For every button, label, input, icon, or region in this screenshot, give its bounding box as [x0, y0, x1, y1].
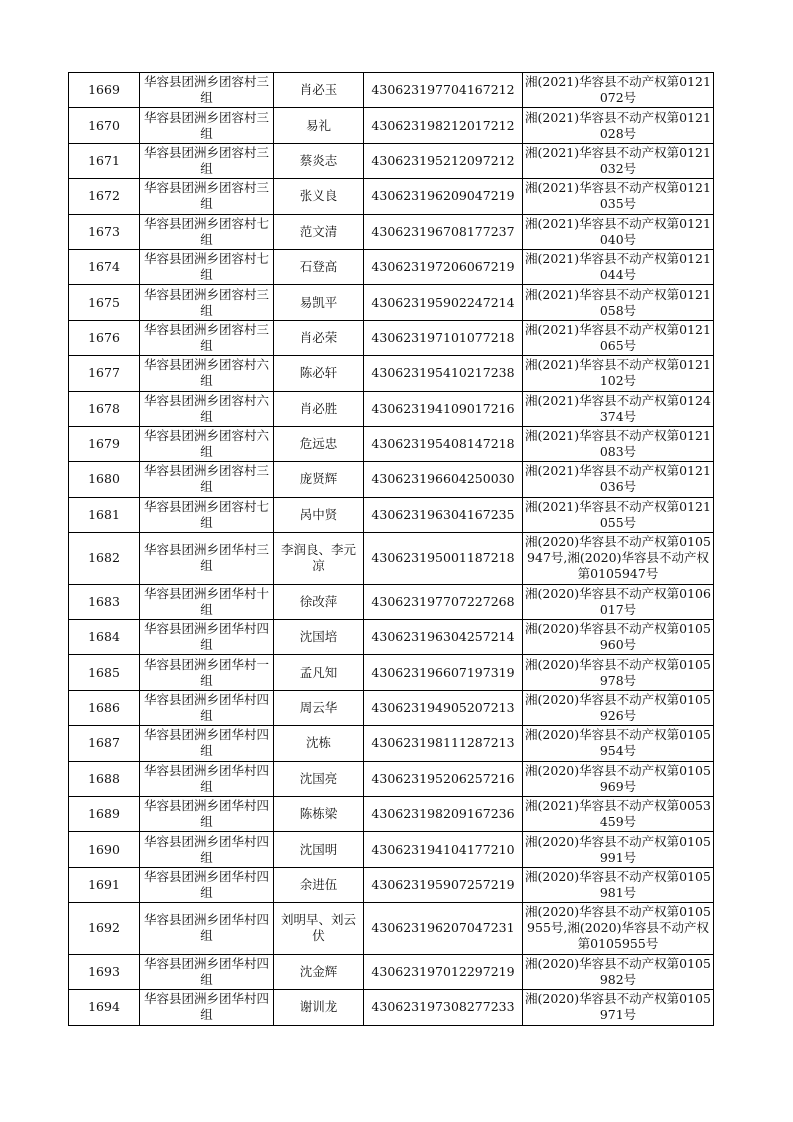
certificate-cell: 湘(2021)华容县不动产权第0121058号 [523, 285, 714, 320]
owner-name-cell: 周云华 [274, 690, 364, 725]
owner-name-cell: 沈栋 [274, 726, 364, 761]
certificate-cell: 湘(2021)华容县不动产权第0121044号 [523, 249, 714, 284]
address-cell: 华容县团洲乡团华村四组 [140, 832, 274, 867]
address-cell: 华容县团洲乡团容村六组 [140, 426, 274, 461]
owner-name-cell: 石登高 [274, 249, 364, 284]
owner-name-cell: 庞贤辉 [274, 462, 364, 497]
id-number-cell: 430623197308277233 [364, 990, 523, 1025]
address-cell: 华容县团洲乡团华村四组 [140, 867, 274, 902]
table-row [69, 690, 714, 725]
table-row [69, 867, 714, 902]
address-cell: 华容县团洲乡团容村三组 [140, 179, 274, 214]
owner-name-cell: 蔡炎志 [274, 143, 364, 178]
owner-name-cell: 张义良 [274, 179, 364, 214]
table-row [69, 832, 714, 867]
certificate-cell: 湘(2020)华容县不动产权第0105971号 [523, 990, 714, 1025]
table-row [69, 462, 714, 497]
id-number-cell: 430623194104177210 [364, 832, 523, 867]
table-row [69, 726, 714, 761]
owner-name-cell: 徐改萍 [274, 584, 364, 619]
records-table [68, 72, 714, 1026]
row-number: 1683 [69, 584, 140, 619]
table-row [69, 426, 714, 461]
address-cell: 华容县团洲乡团华村十组 [140, 584, 274, 619]
id-number-cell: 430623196708177237 [364, 214, 523, 249]
address-cell: 华容县团洲乡团华村四组 [140, 690, 274, 725]
id-number-cell: 430623197704167212 [364, 73, 523, 108]
table-row [69, 497, 714, 532]
certificate-cell: 湘(2021)华容县不动产权第0053459号 [523, 797, 714, 832]
certificate-cell: 湘(2021)华容县不动产权第0121065号 [523, 320, 714, 355]
certificate-cell: 湘(2020)华容县不动产权第0105960号 [523, 620, 714, 655]
certificate-cell: 湘(2020)华容县不动产权第0105955号,湘(2020)华容县不动产权第0105955号 [523, 903, 714, 955]
id-number-cell: 430623198111287213 [364, 726, 523, 761]
owner-name-cell: 李润良、李元凉 [274, 533, 364, 585]
row-number: 1687 [69, 726, 140, 761]
address-cell: 华容县团洲乡团容村三组 [140, 108, 274, 143]
id-number-cell: 430623196304257214 [364, 620, 523, 655]
table-row [69, 990, 714, 1025]
row-number: 1670 [69, 108, 140, 143]
table-row [69, 584, 714, 619]
address-cell: 华容县团洲乡团容村六组 [140, 391, 274, 426]
row-number: 1690 [69, 832, 140, 867]
certificate-cell: 湘(2021)华容县不动产权第0121032号 [523, 143, 714, 178]
row-number: 1688 [69, 761, 140, 796]
owner-name-cell: 沈国明 [274, 832, 364, 867]
certificate-cell: 湘(2020)华容县不动产权第0105978号 [523, 655, 714, 690]
id-number-cell: 430623195206257216 [364, 761, 523, 796]
certificate-cell: 湘(2021)华容县不动产权第0124374号 [523, 391, 714, 426]
table-row [69, 320, 714, 355]
address-cell: 华容县团洲乡团华村三组 [140, 533, 274, 585]
table-row [69, 954, 714, 989]
row-number: 1674 [69, 249, 140, 284]
id-number-cell: 430623195410217238 [364, 356, 523, 391]
address-cell: 华容县团洲乡团华村四组 [140, 726, 274, 761]
row-number: 1676 [69, 320, 140, 355]
row-number: 1669 [69, 73, 140, 108]
certificate-cell: 湘(2020)华容县不动产权第0105926号 [523, 690, 714, 725]
id-number-cell: 430623196209047219 [364, 179, 523, 214]
owner-name-cell: 呙中贤 [274, 497, 364, 532]
table-row [69, 655, 714, 690]
id-number-cell: 430623195408147218 [364, 426, 523, 461]
certificate-cell: 湘(2021)华容县不动产权第0121035号 [523, 179, 714, 214]
row-number: 1672 [69, 179, 140, 214]
address-cell: 华容县团洲乡团华村四组 [140, 954, 274, 989]
table-row [69, 285, 714, 320]
table-row [69, 356, 714, 391]
owner-name-cell: 范文清 [274, 214, 364, 249]
address-cell: 华容县团洲乡团容村七组 [140, 497, 274, 532]
table-row [69, 391, 714, 426]
address-cell: 华容县团洲乡团容村三组 [140, 73, 274, 108]
row-number: 1682 [69, 533, 140, 585]
row-number: 1673 [69, 214, 140, 249]
certificate-cell: 湘(2020)华容县不动产权第0105991号 [523, 832, 714, 867]
table-row [69, 179, 714, 214]
table-row [69, 108, 714, 143]
address-cell: 华容县团洲乡团容村三组 [140, 320, 274, 355]
id-number-cell: 430623196607197319 [364, 655, 523, 690]
id-number-cell: 430623196604250030 [364, 462, 523, 497]
id-number-cell: 430623195902247214 [364, 285, 523, 320]
owner-name-cell: 易礼 [274, 108, 364, 143]
id-number-cell: 430623198212017212 [364, 108, 523, 143]
id-number-cell: 430623194905207213 [364, 690, 523, 725]
row-number: 1691 [69, 867, 140, 902]
owner-name-cell: 沈国培 [274, 620, 364, 655]
table-row [69, 533, 714, 585]
id-number-cell: 430623195907257219 [364, 867, 523, 902]
certificate-cell: 湘(2020)华容县不动产权第0105969号 [523, 761, 714, 796]
id-number-cell: 430623194109017216 [364, 391, 523, 426]
id-number-cell: 430623198209167236 [364, 797, 523, 832]
address-cell: 华容县团洲乡团华村四组 [140, 761, 274, 796]
owner-name-cell: 危远忠 [274, 426, 364, 461]
address-cell: 华容县团洲乡团容村七组 [140, 214, 274, 249]
certificate-cell: 湘(2020)华容县不动产权第0105947号,湘(2020)华容县不动产权第0105947号 [523, 533, 714, 585]
certificate-cell: 湘(2021)华容县不动产权第0121040号 [523, 214, 714, 249]
id-number-cell: 430623197101077218 [364, 320, 523, 355]
id-number-cell: 430623195001187218 [364, 533, 523, 585]
row-number: 1678 [69, 391, 140, 426]
address-cell: 华容县团洲乡团容村六组 [140, 356, 274, 391]
table-row [69, 797, 714, 832]
owner-name-cell: 谢训龙 [274, 990, 364, 1025]
certificate-cell: 湘(2021)华容县不动产权第0121102号 [523, 356, 714, 391]
certificate-cell: 湘(2021)华容县不动产权第0121055号 [523, 497, 714, 532]
certificate-cell: 湘(2021)华容县不动产权第0121083号 [523, 426, 714, 461]
owner-name-cell: 肖必荣 [274, 320, 364, 355]
table-row [69, 214, 714, 249]
row-number: 1671 [69, 143, 140, 178]
owner-name-cell: 肖必胜 [274, 391, 364, 426]
certificate-cell: 湘(2021)华容县不动产权第0121028号 [523, 108, 714, 143]
row-number: 1689 [69, 797, 140, 832]
table-row [69, 620, 714, 655]
row-number: 1679 [69, 426, 140, 461]
id-number-cell: 430623197206067219 [364, 249, 523, 284]
row-number: 1685 [69, 655, 140, 690]
id-number-cell: 430623196304167235 [364, 497, 523, 532]
address-cell: 华容县团洲乡团容村三组 [140, 143, 274, 178]
table-row [69, 143, 714, 178]
row-number: 1684 [69, 620, 140, 655]
address-cell: 华容县团洲乡团容村三组 [140, 462, 274, 497]
certificate-cell: 湘(2020)华容县不动产权第0106017号 [523, 584, 714, 619]
owner-name-cell: 肖必玉 [274, 73, 364, 108]
records-body [69, 73, 714, 1026]
address-cell: 华容县团洲乡团华村四组 [140, 620, 274, 655]
certificate-cell: 湘(2020)华容县不动产权第0105981号 [523, 867, 714, 902]
owner-name-cell: 孟凡知 [274, 655, 364, 690]
row-number: 1694 [69, 990, 140, 1025]
table-row [69, 761, 714, 796]
address-cell: 华容县团洲乡团华村四组 [140, 990, 274, 1025]
table-row [69, 249, 714, 284]
owner-name-cell: 刘明早、刘云伏 [274, 903, 364, 955]
table-row [69, 73, 714, 108]
row-number: 1681 [69, 497, 140, 532]
certificate-cell: 湘(2021)华容县不动产权第0121072号 [523, 73, 714, 108]
row-number: 1680 [69, 462, 140, 497]
address-cell: 华容县团洲乡团容村七组 [140, 249, 274, 284]
row-number: 1692 [69, 903, 140, 955]
table-row [69, 903, 714, 955]
address-cell: 华容县团洲乡团华村四组 [140, 797, 274, 832]
certificate-cell: 湘(2021)华容县不动产权第0121036号 [523, 462, 714, 497]
owner-name-cell: 沈金辉 [274, 954, 364, 989]
owner-name-cell: 余进伍 [274, 867, 364, 902]
certificate-cell: 湘(2020)华容县不动产权第0105954号 [523, 726, 714, 761]
owner-name-cell: 沈国亮 [274, 761, 364, 796]
row-number: 1677 [69, 356, 140, 391]
id-number-cell: 430623196207047231 [364, 903, 523, 955]
id-number-cell: 430623197707227268 [364, 584, 523, 619]
id-number-cell: 430623197012297219 [364, 954, 523, 989]
address-cell: 华容县团洲乡团华村一组 [140, 655, 274, 690]
id-number-cell: 430623195212097212 [364, 143, 523, 178]
address-cell: 华容县团洲乡团容村三组 [140, 285, 274, 320]
address-cell: 华容县团洲乡团华村四组 [140, 903, 274, 955]
row-number: 1686 [69, 690, 140, 725]
owner-name-cell: 易凯平 [274, 285, 364, 320]
row-number: 1675 [69, 285, 140, 320]
owner-name-cell: 陈栋梁 [274, 797, 364, 832]
owner-name-cell: 陈必轩 [274, 356, 364, 391]
row-number: 1693 [69, 954, 140, 989]
certificate-cell: 湘(2020)华容县不动产权第0105982号 [523, 954, 714, 989]
